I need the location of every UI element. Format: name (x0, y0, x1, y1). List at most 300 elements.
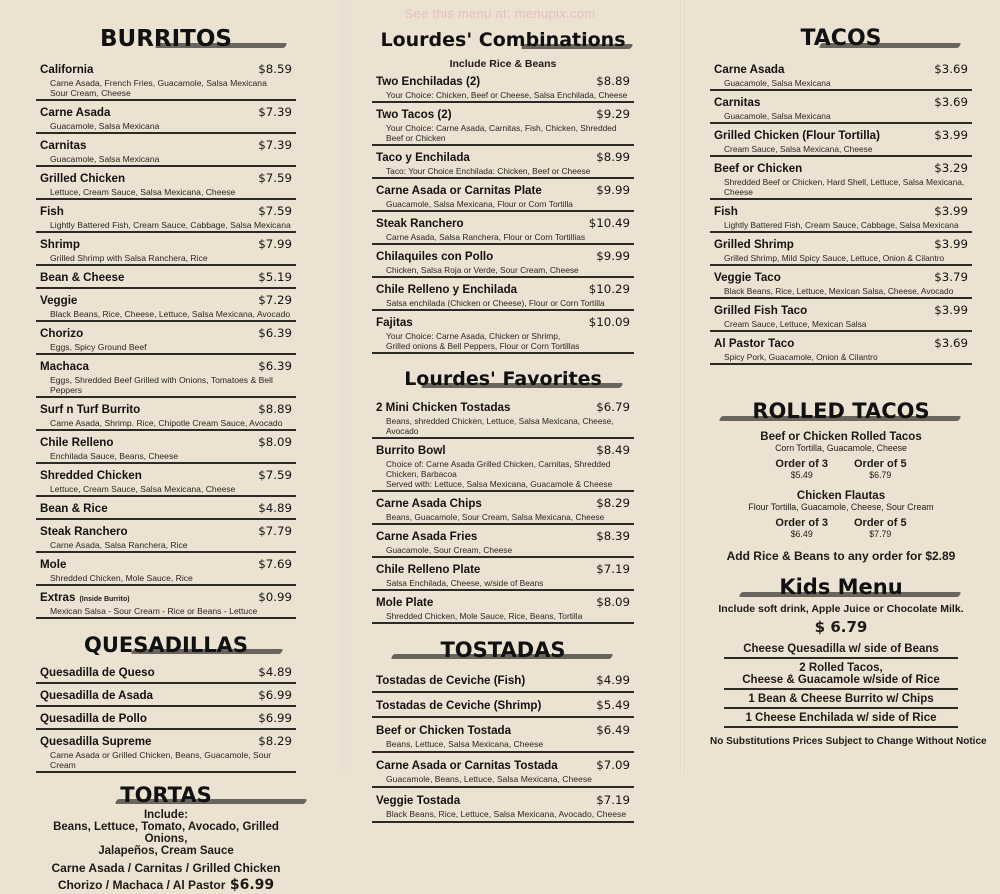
menu-item-name: Tostadas de Ceviche (Shrimp) (376, 699, 542, 712)
menu-item-price: $10.09 (588, 315, 630, 329)
menu-item (710, 200, 972, 233)
menu-item-price: $3.99 (934, 204, 968, 218)
rolled-item-name: Beef or Chicken Rolled Tacos (760, 431, 922, 443)
menu-item-name-wrap (40, 555, 66, 573)
menu-item-description: Shredded Chicken, Mole Sauce, Rice (50, 573, 193, 583)
menu-item (372, 179, 634, 212)
menu-item (710, 91, 972, 124)
menu-item-name: Carne Asada or Carnitas Plate (376, 184, 542, 197)
menu-item (36, 322, 296, 355)
menu-item-row (376, 560, 630, 578)
option-label: Order of 3 (775, 458, 828, 470)
kids-body (710, 603, 987, 747)
menu-item-row (376, 148, 630, 166)
menu-item-name: Shredded Chicken (40, 469, 142, 482)
menu-item-name: Chile Relleno Plate (376, 563, 481, 576)
menu-item-name: Surf n Turf Burrito (40, 403, 141, 416)
menu-item-name-wrap (40, 400, 140, 418)
menu-item-row (40, 103, 292, 121)
menu-item (36, 707, 296, 730)
menu-item-description: Sour Cream, Cheese (50, 88, 131, 98)
menu-item (710, 124, 972, 157)
menu-item-price: $8.89 (596, 74, 630, 88)
menu-item-price: $3.29 (934, 161, 968, 175)
menu-item (372, 278, 634, 311)
menu-item-name: Two Tacos (2) (376, 108, 452, 121)
menu-item (36, 134, 296, 167)
menu-item (372, 788, 634, 823)
menu-item-description: Carne Asada, French Fries, Guacamole, Salsa Mexicana (50, 78, 267, 88)
tortas-body (36, 809, 296, 894)
menu-item-description: Taco: Your Choice Enchilada: Chicken, Beef or Cheese (386, 166, 591, 176)
menu-item-row (40, 324, 292, 342)
menu-item-name-wrap (40, 466, 142, 484)
menu-item-row (714, 60, 968, 78)
menu-item-price: $7.19 (596, 562, 630, 576)
menu-item-name-wrap (376, 247, 493, 265)
menu-item-name: Bean & Cheese (40, 271, 125, 284)
kids-item (724, 709, 958, 728)
column-middle (372, 0, 634, 819)
menu-item-description: Choice of: Carne Asada Grilled Chicken, Carnitas, Shredded Chicken, Barbacoa (386, 459, 611, 479)
menu-item-row (714, 202, 968, 220)
menu-item-description: Cream Sauce, Salsa Mexicana, Cheese (724, 144, 873, 154)
tostadas-list (372, 668, 634, 823)
menu-item-row (376, 105, 630, 123)
fold-line (680, 0, 684, 773)
menu-item-price: $8.39 (596, 529, 630, 543)
menu-item-row (376, 398, 630, 416)
menu-item (710, 157, 972, 200)
menu-item-name-wrap (714, 93, 760, 111)
menu-item (36, 167, 296, 200)
menu-item-price: $4.99 (596, 673, 630, 687)
menu-item-name: Quesadilla Supreme (40, 735, 152, 748)
menu-item-description: Lightly Battered Fish, Cream Sauce, Cabbage, Salsa Mexicana (50, 220, 291, 230)
menu-item-row (40, 555, 292, 573)
menu-item-description: Beans, Lettuce, Salsa Mexicana, Cheese (386, 739, 544, 749)
menu-item-name: Quesadilla de Pollo (40, 712, 147, 725)
menu-item-name-wrap (376, 560, 480, 578)
menu-item (36, 661, 296, 684)
menu-item-row (714, 159, 968, 177)
menu-item-description: Lightly Battered Fish, Cream Sauce, Cabbage, Salsa Mexicana (724, 220, 959, 230)
menu-item-price: $3.79 (934, 270, 968, 284)
menu-item-description: Carne Asada, Salsa Ranchera, Flour or Corn Tortillias (386, 232, 586, 242)
menu-item (36, 586, 296, 619)
column-right (710, 0, 987, 773)
menu-item-name: Grilled Chicken (40, 172, 126, 185)
tortas-include-label: Include: (143, 809, 189, 821)
menu-item-row (40, 235, 292, 253)
menu-item-name-wrap (40, 357, 89, 375)
menu-item-description: Grilled Shrimp, Mild Spicy Sauce, Lettuce, Onion & Cilantro (724, 253, 945, 263)
menu-item-price: $9.99 (596, 183, 630, 197)
menu-item (36, 684, 296, 707)
menu-item-row (40, 136, 292, 154)
menu-item (710, 58, 972, 91)
menu-item (36, 398, 296, 431)
menu-item-description: Black Beans, Rice, Cheese, Lettuce, Salsa Mexicana, Avocado (50, 309, 291, 319)
menu-item-price: $8.09 (596, 595, 630, 609)
option-label: Order of 5 (854, 458, 907, 470)
menu-item-row (40, 291, 292, 309)
kids-header (710, 575, 972, 601)
menu-item-description: Mexican Salsa - Sour Cream - Rice or Beans - Lettuce (50, 606, 258, 616)
menu-item-description: Served with: Lettuce, Salsa Mexicana, Guacamole & Cheese (386, 479, 613, 489)
menu-item-name-wrap (40, 732, 151, 750)
favorites-header (372, 368, 634, 392)
menu-item-price: $7.69 (258, 557, 292, 571)
menu-item-name-wrap (376, 105, 452, 123)
menu-item-price: $6.39 (258, 359, 292, 373)
menu-item-name-wrap (40, 686, 153, 704)
rolled-option (775, 517, 828, 539)
menu-item-name-wrap (40, 663, 155, 681)
menu-item (372, 70, 634, 103)
menu-item-name-wrap (40, 202, 64, 220)
menu-item-description: Carne Asada, Salsa Ranchera, Rice (50, 540, 188, 550)
menu-item-name: Beef or Chicken (714, 162, 803, 175)
menu-item-description: Shredded Beef or Chicken, Hard Shell, Lettuce, Salsa Mexicana, Cheese (724, 177, 965, 197)
rolled-option (854, 517, 907, 539)
menu-item-name-note: (Inside Burrito) (79, 596, 130, 603)
menu-item (36, 730, 296, 773)
tacos-title: TACOS (800, 26, 882, 51)
menu-item (372, 146, 634, 179)
menu-item-name: Fajitas (376, 316, 413, 329)
option-label: Order of 5 (854, 517, 907, 529)
menu-item-price: $3.99 (934, 303, 968, 317)
menu-item-name: Quesadilla de Asada (40, 689, 153, 702)
menu-item-row (376, 696, 630, 714)
menu-item-name: Two Enchiladas (2) (376, 75, 481, 88)
combinations-header (372, 29, 634, 53)
menu-item (36, 101, 296, 134)
menu-item (710, 266, 972, 299)
menu-item-row (376, 181, 630, 199)
menu-item-name: Carne Asada Chips (376, 497, 482, 510)
menu-item (36, 289, 296, 322)
option-price: $7.79 (869, 529, 892, 539)
menu-item-name-wrap (40, 588, 130, 606)
menu-item (372, 311, 634, 354)
menu-item-price: $7.39 (258, 105, 292, 119)
menu-item-price: $7.09 (596, 758, 630, 772)
menu-item-price: $3.99 (934, 237, 968, 251)
menu-item-name: Carne Asada (40, 106, 111, 119)
menu-item-description: Spicy Pork, Guacamole, Onion & Cilantro (724, 352, 878, 362)
menu-item-price: $7.59 (258, 204, 292, 218)
combinations-title: Lourdes' Combinations (380, 29, 626, 51)
menu-item-name-wrap (376, 313, 413, 331)
menu-item-row (376, 313, 630, 331)
menu-item-description: Carne Asada or Grilled Chicken, Beans, Guacamole, Sour Cream (50, 750, 272, 770)
menu-item-name-wrap (376, 181, 542, 199)
menu-item-row (40, 400, 292, 418)
menu-item-row (376, 756, 630, 774)
menu-item-row (40, 663, 292, 681)
menu-item-price: $7.79 (258, 524, 292, 538)
menu-item (36, 266, 296, 289)
menu-item-row (376, 791, 630, 809)
menu-item-row (40, 522, 292, 540)
menu-item (36, 520, 296, 553)
menu-item (372, 753, 634, 788)
menu-item-description: Guacamole, Beans, Lettuce, Salsa Mexicana, Cheese (386, 774, 592, 784)
menu-item-name: Carnitas (40, 139, 87, 152)
menu-item-name-wrap (40, 235, 80, 253)
menu-item-row (40, 466, 292, 484)
menu-item-description: Eggs, Spicy Ground Beef (50, 342, 147, 352)
tortas-include-line: Beans, Lettuce, Tomato, Avocado, Grilled Onions, (53, 821, 279, 845)
menu-item-price: $8.29 (596, 496, 630, 510)
menu-item (372, 439, 634, 492)
menu-item-description: Eggs, Shredded Beef Grilled with Onions, Tomatoes & Bell Peppers (50, 375, 273, 395)
menu-item (372, 525, 634, 558)
menu-item (372, 396, 634, 439)
menu-item-description: Beans, Guacamole, Sour Cream, Salsa Mexicana, Cheese (386, 512, 605, 522)
menu-item-description: Guacamole, Salsa Mexicana, Flour or Corn Tortilla (386, 199, 573, 209)
menu-item-description: Guacamole, Salsa Mexicana (50, 154, 160, 164)
menu-item-row (40, 169, 292, 187)
menu-item-price: $0.99 (258, 590, 292, 604)
favorites-title: Lourdes' Favorites (404, 368, 602, 390)
menu-item-name: Mole Plate (376, 596, 434, 609)
menu-item-name: Grilled Fish Taco (714, 304, 808, 317)
menu-item-name: Beef or Chicken Tostada (376, 724, 512, 737)
menu-item-name-wrap (376, 148, 470, 166)
menu-item-price: $10.29 (588, 282, 630, 296)
menu-item-price: $4.89 (258, 665, 292, 679)
menu-item-name: Chile Relleno y Enchilada (376, 283, 518, 296)
menu-item-name-wrap (376, 441, 446, 459)
menu-item-description: Cream Sauce, Lettuce, Mexican Salsa (724, 319, 867, 329)
column-left (36, 0, 296, 893)
watermark-text: See this menu at: menupix.com (404, 6, 596, 21)
menu-item-description: Your Choice: Chicken, Beef or Cheese, Salsa Enchilada, Cheese (386, 90, 628, 100)
menu-item-row (376, 72, 630, 90)
menu-item-price: $6.99 (258, 688, 292, 702)
tortas-header (36, 783, 296, 807)
quesadillas-header (36, 633, 296, 657)
menu-item-name-wrap (376, 756, 558, 774)
menu-item-name: Grilled Chicken (Flour Tortilla) (714, 129, 880, 142)
tortas-price-line (36, 876, 296, 894)
menu-item-name: Carne Asada Fries (376, 530, 478, 543)
menu-item-name-wrap (40, 709, 147, 727)
menu-item-price: $8.09 (258, 435, 292, 449)
menu-item-description: Guacamole, Salsa Mexicana (724, 78, 831, 88)
option-price: $6.79 (869, 470, 892, 480)
menu-item-description: Shredded Chicken, Mole Sauce, Rice, Beans, Tortilla (386, 611, 583, 621)
footer-note: No Substitutions Prices Subject to Change Without Notice (710, 736, 987, 747)
menu-item-price: $5.49 (596, 698, 630, 712)
menu-item (710, 332, 972, 365)
tostadas-title: TOSTADAS (440, 638, 566, 662)
menu-item-description: Your Choice: Carne Asada, Carnitas, Fish, Chicken, Shredded Beef or Chicken (386, 123, 617, 143)
kids-item (724, 690, 958, 709)
menu-item-name: Veggie (40, 294, 78, 307)
kids-item-text: 1 Cheese Enchilada w/ side of Rice (745, 712, 937, 724)
menu-item (710, 233, 972, 266)
menu-item-row (40, 357, 292, 375)
menu-item-name: Mole (40, 558, 67, 571)
menu-item-row (40, 499, 292, 517)
tortas-meats-line: Chorizo / Machaca / Al Pastor (57, 878, 226, 892)
menu-item-description: Black Beans, Rice, Lettuce, Salsa Mexicana, Avocado, Cheese (386, 809, 627, 819)
menu-item-row (40, 433, 292, 451)
rolled-tacos-body (710, 431, 972, 563)
rolled-option (854, 458, 907, 480)
menu-item-name: Fish (714, 205, 738, 218)
tacos-header (710, 26, 972, 52)
menu-item-name: Veggie Taco (714, 271, 781, 284)
menu-item-name-wrap (40, 324, 83, 342)
rolled-tacos-title: ROLLED TACOS (752, 399, 930, 423)
menu-item-price: $6.49 (596, 723, 630, 737)
kids-title: Kids Menu (779, 575, 903, 599)
menu-item-name: Chorizo (40, 327, 84, 340)
menu-item-description: Beans, shredded Chicken, Lettuce, Salsa Mexicana, Cheese, Avocado (386, 416, 614, 436)
menu-item-name-wrap (40, 103, 110, 121)
menu-item-name: Shrimp (40, 238, 80, 251)
kids-item (724, 640, 958, 659)
menu-item-name-wrap (376, 280, 517, 298)
menu-item-price: $9.99 (596, 249, 630, 263)
menu-item-name: Carne Asada or Carnitas Tostada (376, 759, 558, 772)
menu-item-row (376, 527, 630, 545)
menu-item (36, 58, 296, 101)
tortas-price: $6.99 (229, 877, 275, 893)
menu-item-name: Steak Ranchero (40, 525, 128, 538)
rolled-options (710, 458, 972, 480)
menu-item-name-wrap (376, 527, 477, 545)
menu-item-name-wrap (376, 696, 541, 714)
menu-item-name: Grilled Shrimp (714, 238, 794, 251)
fold-line (342, 0, 346, 773)
menu-item-price: $3.69 (934, 62, 968, 76)
menu-item-name-wrap (714, 126, 880, 144)
menu-item-row (376, 593, 630, 611)
menu-item-description: Grilled onions & Bell Peppers, Flour or Corn Tortillas (386, 341, 580, 351)
menu-item (36, 431, 296, 464)
menu-item-price: $6.79 (596, 400, 630, 414)
burritos-title: BURRITOS (100, 26, 232, 52)
menu-item-price: $7.19 (596, 793, 630, 807)
menu-item-name-wrap (376, 72, 480, 90)
menu-item-name-wrap (40, 291, 77, 309)
menu-item-price: $3.69 (934, 95, 968, 109)
tortas-title: TORTAS (120, 783, 212, 807)
menu-item (372, 245, 634, 278)
menu-item-row (376, 494, 630, 512)
menu-item-description: Salsa enchilada (Chicken or Cheese), Flour or Corn Tortilla (386, 298, 605, 308)
menu-item-name-wrap (714, 202, 738, 220)
burritos-header (36, 26, 296, 52)
menu-item-name: Veggie Tostada (376, 794, 461, 807)
menu-item-name: Chile Relleno (40, 436, 114, 449)
menu-item (372, 693, 634, 718)
menu-item-name: Carne Asada (714, 63, 785, 76)
menu-item-price: $4.89 (258, 501, 292, 515)
menu-item (36, 233, 296, 266)
menu-item-name-wrap (376, 721, 511, 739)
kids-item-text: 2 Rolled Tacos, (799, 662, 883, 674)
menu-item-name: Carnitas (714, 96, 761, 109)
menu-item-name-wrap (40, 268, 124, 286)
menu-item-name-wrap (376, 494, 482, 512)
rolled-item-name: Chicken Flautas (796, 490, 886, 502)
menu-item-name: Tostadas de Ceviche (Fish) (376, 674, 526, 687)
menu-item-name-wrap (714, 301, 807, 319)
menu-item (36, 464, 296, 497)
menu-item-name-wrap (376, 214, 464, 232)
menu-item (372, 103, 634, 146)
menu-item (372, 718, 634, 753)
menu-item-name: 2 Mini Chicken Tostadas (376, 401, 511, 414)
menu-item-name: Extras (40, 591, 76, 604)
rolled-item-desc: Corn Tortilla, Guacamole, Cheese (775, 443, 907, 453)
menu-item-price: $5.19 (258, 270, 292, 284)
kids-item-text: 1 Bean & Cheese Burrito w/ Chips (748, 693, 934, 705)
menu-item-name-wrap (714, 268, 781, 286)
menu-item-name: Burrito Bowl (376, 444, 446, 457)
menu-item-name: Quesadilla de Queso (40, 666, 155, 679)
menu-item-row (714, 301, 968, 319)
menu-item (372, 558, 634, 591)
menu-item-row (376, 247, 630, 265)
combinations-subtitle: Include Rice & Beans (449, 58, 557, 70)
menu-item-description: Grilled Shrimp with Salsa Ranchera, Rice (50, 253, 208, 263)
menu-item-row (40, 588, 292, 606)
menu-item-price: $7.59 (258, 171, 292, 185)
menu-item-row (376, 214, 630, 232)
menu-item-name-wrap (40, 169, 125, 187)
menu-item-name-wrap (714, 334, 794, 352)
menu-item-price: $8.99 (596, 150, 630, 164)
rolled-options (710, 517, 972, 539)
menu-item-description: Guacamole, Sour Cream, Cheese (386, 545, 513, 555)
rolled-add-note: Add Rice & Beans to any order for $2.89 (726, 549, 956, 563)
kids-price: $ 6.79 (814, 618, 868, 636)
menu-item-name: Chilaquiles con Pollo (376, 250, 494, 263)
quesadillas-list (36, 661, 296, 773)
menu-item-description: Your Choice: Carne Asada, Chicken or Shrimp, (386, 331, 561, 341)
menu-item-row (376, 671, 630, 689)
tacos-list (710, 58, 972, 365)
menu-item-description: Guacamole, Salsa Mexicana (724, 111, 831, 121)
menu-item-name: Bean & Rice (40, 502, 108, 515)
menu-item-row (40, 202, 292, 220)
menu-item-name: Steak Ranchero (376, 217, 464, 230)
kids-item-text: Cheese & Guacamole w/side of Rice (742, 674, 940, 686)
menu-item-description: Carne Asada, Shrimp. Rice, Chipotle Cream Sauce, Avocado (50, 418, 283, 428)
menu-item-row (714, 235, 968, 253)
menu-item-row (714, 334, 968, 352)
menu-item-row (714, 126, 968, 144)
menu-item-price: $8.49 (596, 443, 630, 457)
rolled-option (775, 458, 828, 480)
option-label: Order of 3 (775, 517, 828, 529)
tostadas-header (372, 638, 634, 662)
menu-item-price: $3.69 (934, 336, 968, 350)
kids-item-text: Cheese Quesadilla w/ side of Beans (743, 643, 939, 655)
menu-item-description: Black Beans, Rice, Lettuce, Mexican Salsa, Cheese, Avocado (724, 286, 954, 296)
menu-item-name: Taco y Enchilada (376, 151, 470, 164)
menu-item-name: Fish (40, 205, 64, 218)
menu-item (372, 668, 634, 693)
